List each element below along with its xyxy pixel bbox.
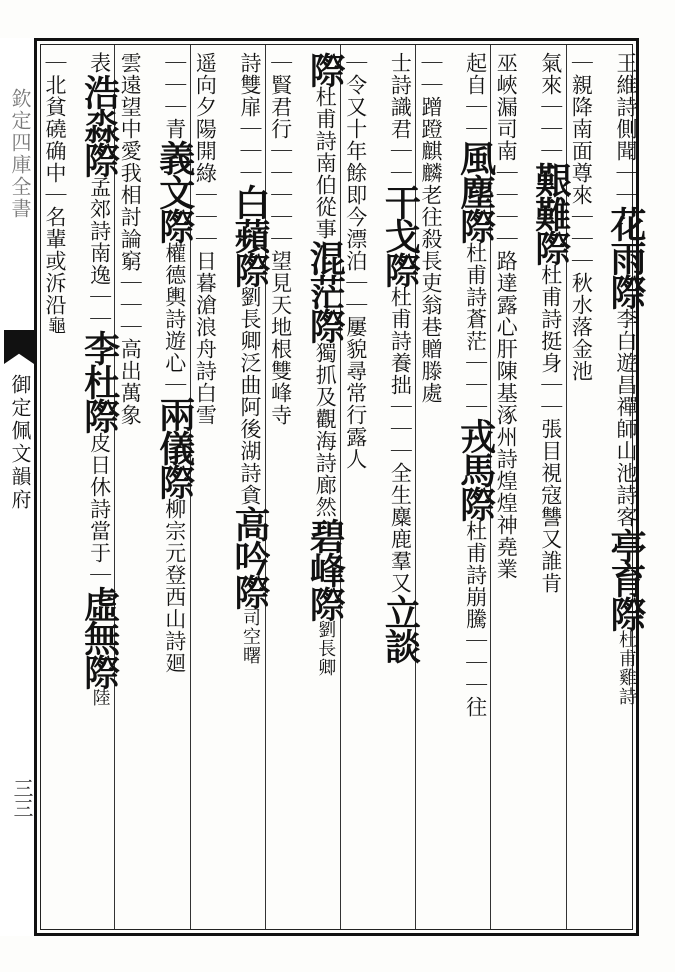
text-column — [454, 52, 497, 718]
page-number: 三三 — [10, 778, 34, 818]
text-column — [379, 52, 422, 662]
page-margin — [0, 38, 34, 936]
text-run: 杜甫詩養拙｜｜｜全生麋鹿羣又 — [388, 286, 413, 594]
headword: 高吟際 — [229, 506, 271, 608]
text-run: ｜名輩或泝沿 — [43, 184, 67, 316]
text-run: 王維詩側聞｜｜ — [614, 52, 638, 206]
text-run: 司空曙 — [240, 608, 261, 665]
text-run: 杜甫詩挺身｜｜張目視寇讐又誰肯 — [538, 264, 563, 594]
headword: 戎馬際 — [454, 418, 497, 520]
text-run: 氣來｜｜｜ — [538, 52, 563, 162]
text-run: 來｜｜｜秋水落金池 — [569, 184, 594, 382]
text-run: 即今漂泊｜｜屢貌尋常行露人 — [343, 184, 368, 470]
text-run: 陸 — [89, 688, 111, 707]
margin-header-text: 欽定四庫全書 — [8, 88, 32, 220]
text-run: 杜甫詩南伯從事 — [313, 86, 338, 240]
text-column — [229, 52, 271, 665]
text-run: 杜甫雞詩 — [616, 630, 637, 706]
text-column — [569, 52, 594, 382]
text-run: ｜｜｜｜路達露心肝陳基涿州詩煌煌神堯業 — [494, 162, 519, 580]
text-run: ｜北貧磽确中 — [43, 52, 67, 184]
text-run: 愛我相討論 — [118, 140, 143, 250]
text-run: 詩雙扉｜｜｜ — [238, 52, 262, 184]
text-run: 往殺長吏翁巷贈滕處 — [419, 206, 443, 404]
text-column — [270, 52, 291, 426]
text-run: 孟郊詩南逸｜｜ — [87, 176, 112, 330]
text-run: ｜令又十年餘 — [343, 52, 368, 184]
text-column — [345, 52, 366, 470]
text-run: 表 — [87, 52, 112, 74]
text-run: 士詩識君｜｜ — [388, 52, 413, 184]
text-column — [304, 52, 347, 677]
headword: 兩儀際 — [153, 396, 196, 498]
headword: 風塵際 — [454, 140, 497, 242]
text-column — [494, 52, 519, 580]
text-run: 龜 — [45, 316, 66, 335]
book-title: 御定佩文韻府 — [8, 374, 32, 512]
text-column — [529, 52, 572, 594]
headword: 際 — [304, 52, 347, 86]
text-run: 起自｜｜ — [463, 52, 488, 140]
text-run: 杜甫詩蒼茫｜｜｜ — [463, 242, 488, 418]
text-run: ｜｜望見天地根 — [268, 206, 293, 360]
text-run: 蹭蹬麒麟老 — [419, 96, 443, 206]
text-run: ｜賢君行｜｜｜ — [268, 52, 293, 206]
headword: 義文際 — [153, 140, 196, 242]
text-run: 皮日休詩當于｜ — [87, 432, 112, 586]
text-run: 窮｜｜｜高出萬象 — [118, 250, 143, 426]
headword: 白蘋際 — [229, 184, 271, 286]
headword: 亭育際 — [605, 528, 647, 630]
text-run: 杜甫詩崩騰｜｜｜往 — [463, 520, 488, 718]
headword: 李杜際 — [78, 330, 121, 432]
text-column — [153, 52, 196, 674]
text-column — [78, 52, 121, 707]
text-run: 巫峽漏司南 — [494, 52, 519, 162]
text-run: 劉長卿泛曲阿後湖詩貪 — [238, 286, 262, 506]
fishtail-mark-icon — [4, 330, 34, 364]
headword: 碧峰際 — [304, 518, 347, 620]
text-run: 獨抓及觀海詩廊然 — [313, 342, 338, 518]
text-run: 遥向夕陽開 — [193, 52, 218, 162]
text-column — [44, 52, 65, 335]
text-column — [193, 52, 218, 426]
headword: 虛無際 — [78, 586, 121, 688]
text-column — [118, 52, 143, 426]
text-run: 權德輿詩遊心｜ — [162, 242, 187, 396]
headword: 艱難際 — [529, 162, 572, 264]
text-run: 綠｜｜｜日暮滄浪舟 — [193, 162, 218, 360]
text-run: ｜｜ — [419, 52, 443, 96]
text-run: 雙峰寺 — [268, 360, 293, 426]
headword: 花雨際 — [605, 206, 647, 308]
headword: 浩淼際 — [78, 74, 121, 176]
text-column — [420, 52, 441, 404]
text-run: ｜親降南面尊 — [569, 52, 594, 184]
text-run: 劉長卿 — [315, 620, 337, 677]
text-run: 李白遊昌禪師山池詩客 — [614, 308, 638, 528]
headword: 干戈際 — [379, 184, 422, 286]
headword: 混茫際 — [304, 240, 347, 342]
text-run: 詩白雪 — [193, 360, 218, 426]
text-run: 雲遠望中 — [118, 52, 143, 140]
text-run: ｜｜｜青 — [162, 52, 187, 140]
text-column — [605, 52, 647, 706]
text-run: 柳宗元登西山詩廻 — [162, 498, 187, 674]
headword: 立談 — [379, 594, 422, 662]
